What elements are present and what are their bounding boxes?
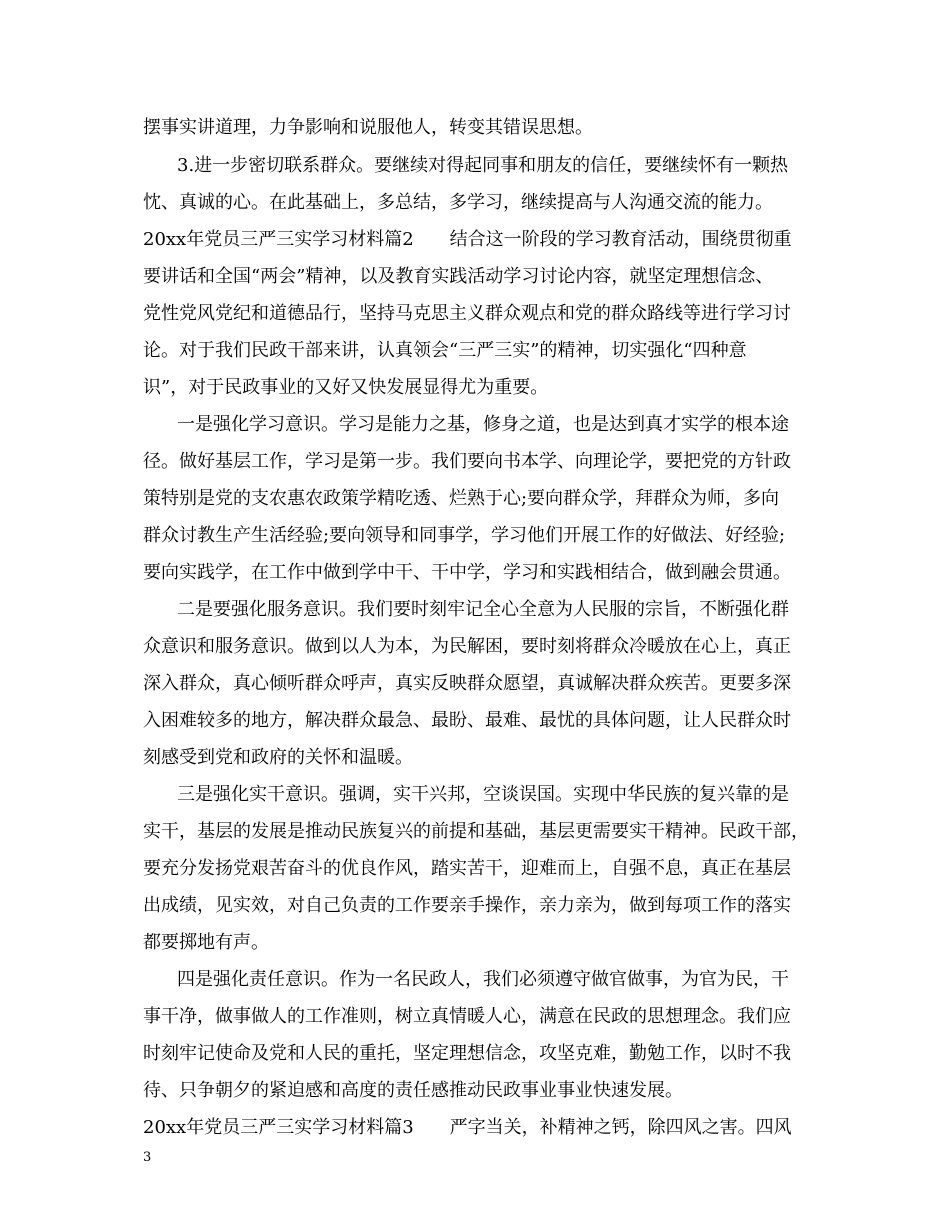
text-line: 要向实践学，在工作中做到学中干、干中学，学习和实践相结合，做到融会贯通。	[143, 562, 791, 583]
text-line: 深入群众，真心倾听群众呼声，真实反映群众愿望，真诚解决群众疾苦。更要多深	[143, 673, 791, 694]
text-line: 都要掷地有声。	[143, 932, 269, 953]
page-number: 3	[143, 1150, 152, 1165]
text-line: 刻感受到党和政府的关怀和温暖。	[143, 747, 413, 768]
text-line: 党性党风党纪和道德品行，坚持马克思主义群众观点和党的群众路线等进行学习讨	[143, 303, 791, 324]
text-line: 一是强化学习意识。学习是能力之基，修身之道，也是达到真才实学的根本途	[177, 414, 789, 435]
text-line: 二是要强化服务意识。我们要时刻牢记全心全意为人民服的宗旨，不断强化群	[177, 599, 789, 620]
text-line: 策特别是党的支农惠农政策学精吃透、烂熟于心;要向群众学，拜群众为师，多向	[143, 488, 780, 509]
text-line: 出成绩，见实效，对自己负责的工作要亲手操作，亲力亲为，做到每项工作的落实	[143, 895, 791, 916]
text-line: 摆事实讲道理，力争影响和说服他人，转变其错误思想。	[143, 117, 593, 138]
text-line: 事干净，做事做人的工作准则，树立真情暖人心，满意在民政的思想理念。我们应	[143, 1006, 791, 1027]
text-line: 径。做好基层工作，学习是第一步。我们要向书本学、向理论学，要把党的方针政	[143, 451, 791, 472]
section-heading-line: 20xx年党员三严三实学习材料篇2 结合这一阶段的学习教育活动，围绕贯彻重	[143, 229, 792, 250]
text-line: 众意识和服务意识。做到以人为本，为民解困，要时刻将群众冷暖放在心上，真正	[143, 636, 791, 657]
text-line: 要充分发扬党艰苦奋斗的优良作风，踏实苦干，迎难而上，自强不息，真正在基层	[143, 858, 791, 879]
text-line: 时刻牢记使命及党和人民的重托，坚定理想信念，攻坚克难，勤勉工作，以时不我	[143, 1043, 791, 1064]
text-line: 群众讨教生产生活经验;要向领导和同事学，学习他们开展工作的好做法、好经验;	[143, 525, 786, 546]
text-line: 四是强化责任意识。作为一名民政人，我们必须遵守做官做事，为官为民，干	[177, 969, 789, 990]
text-line: 三是强化实干意识。强调，实干兴邦，空谈误国。实现中华民族的复兴靠的是	[177, 784, 789, 805]
text-line: 要讲话和全国“两会”精神，以及教育实践活动学习讨论内容，就坚定理想信念、	[143, 266, 774, 287]
text-line: 3.进一步密切联系群众。要继续对得起同事和朋友的信任，要继续怀有一颗热	[177, 155, 789, 176]
text-line: 入困难较多的地方，解决群众最急、最盼、最难、最忧的具体问题，让人民群众时	[143, 710, 791, 731]
text-line: 实干，基层的发展是推动民族复兴的前提和基础，基层更需要实干精神。民政干部，	[143, 821, 809, 842]
text-line: 识”，对于民政事业的又好又快发展显得尤为重要。	[143, 377, 549, 398]
section-heading-line: 20xx年党员三严三实学习材料篇3 严字当关，补精神之钙，除四风之害。四风	[143, 1117, 792, 1138]
text-line: 忱、真诚的心。在此基础上，多总结，多学习，继续提高与人沟通交流的能力。	[143, 192, 773, 213]
text-line: 论。对于我们民政干部来讲，认真领会“三严三实”的精神，切实强化“四种意	[143, 340, 747, 361]
text-line: 待、只争朝夕的紧迫感和高度的责任感推动民政事业事业快速发展。	[143, 1080, 683, 1101]
